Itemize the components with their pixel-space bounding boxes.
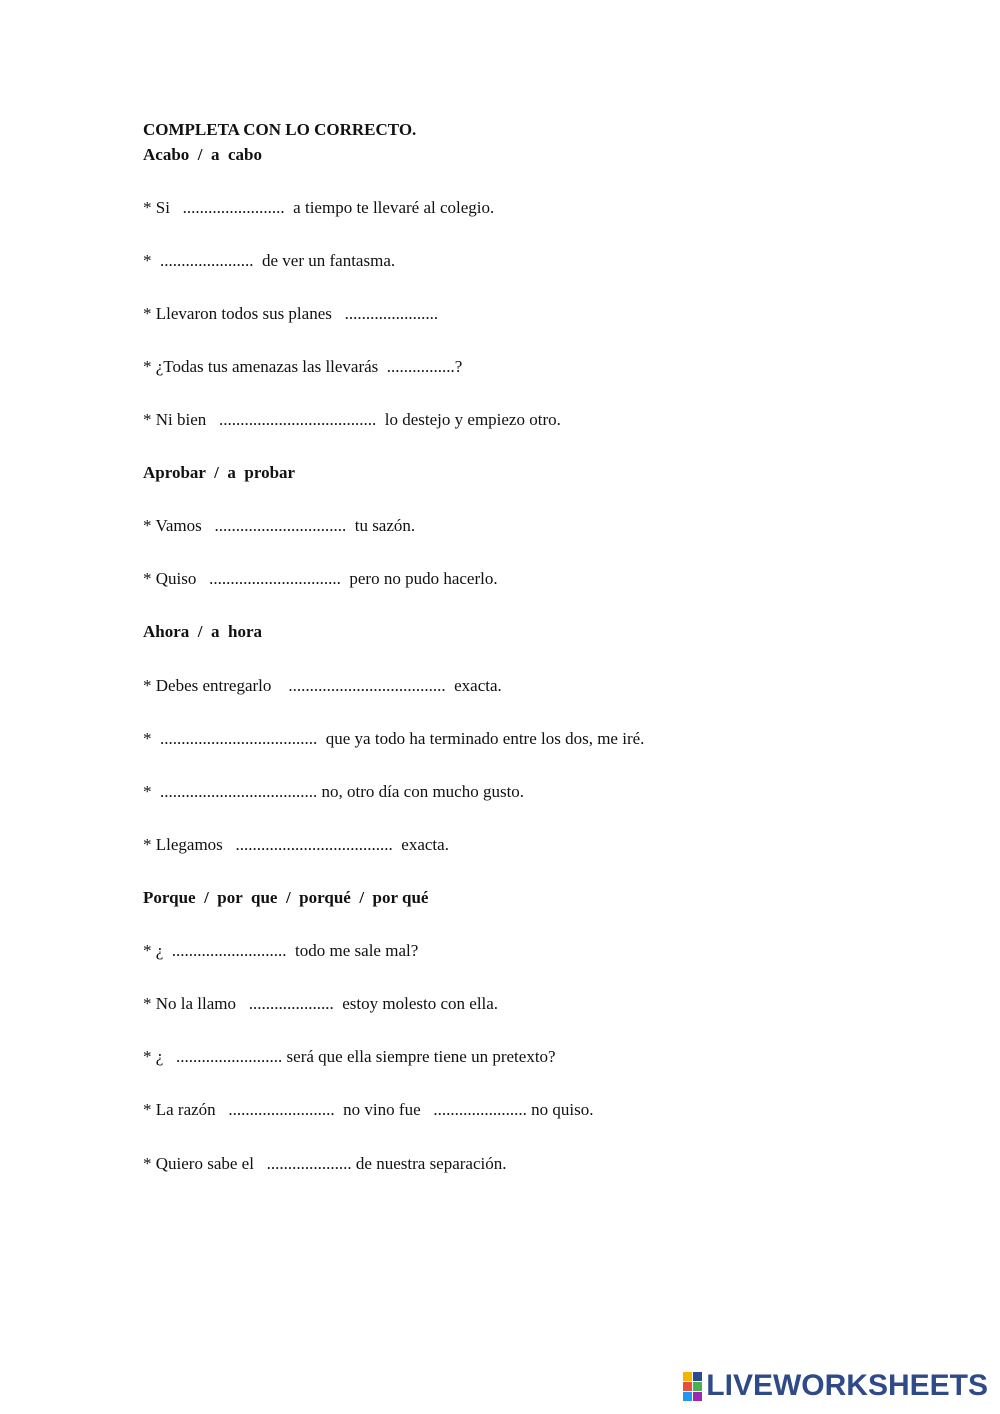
- section-heading: Acabo / a cabo: [143, 145, 262, 164]
- logo-wordmark: LIVEWORKSHEETS: [706, 1369, 988, 1402]
- logo-square: [683, 1392, 692, 1401]
- exercise-line: * ¿ ......................... será que ella siempre tiene un pretexto?: [143, 1047, 556, 1066]
- section-heading: Aprobar / a probar: [143, 463, 296, 482]
- logo-square: [693, 1382, 702, 1391]
- section-heading: Porque / por que / porqué / por qué: [143, 888, 429, 907]
- logo-square: [693, 1372, 702, 1381]
- exercise-line: * ¿ ........................... todo me sale mal?: [143, 941, 419, 960]
- section-heading: Ahora / a hora: [143, 622, 262, 641]
- exercise-line: * Si ........................ a tiempo te llevaré al colegio.: [143, 198, 495, 217]
- exercise-line: * Quiero sabe el .................... de nuestra separación.: [143, 1154, 507, 1173]
- exercise-line: * ..................................... que ya todo ha terminado entre los dos, me iré.: [143, 729, 645, 748]
- exercise-line: * No la llamo .................... estoy molesto con ella.: [143, 994, 499, 1013]
- exercise-line: * Ni bien ..................................... lo destejo y empiezo otro.: [143, 410, 561, 429]
- logo-square: [683, 1372, 692, 1381]
- worksheet-title: COMPLETA CON LO CORRECTO.: [143, 120, 417, 139]
- exercise-line: * ¿Todas tus amenazas las llevarás ................?: [143, 357, 463, 376]
- logo-square: [693, 1392, 702, 1401]
- exercise-line: * Debes entregarlo ..................................... exacta.: [143, 676, 502, 695]
- logo-square: [683, 1382, 692, 1391]
- exercise-line: * ..................................... no, otro día con mucho gusto.: [143, 782, 525, 801]
- exercise-line: * Quiso ............................... pero no pudo hacerlo.: [143, 569, 498, 588]
- liveworksheets-logo: [683, 1370, 988, 1402]
- exercise-line: * Llegamos ..................................... exacta.: [143, 835, 449, 854]
- exercise-line: * La razón ......................... no vino fue ...................... no quiso.: [143, 1100, 594, 1119]
- exercise-line: * Vamos ............................... tu sazón.: [143, 516, 416, 535]
- exercise-line: * Llevaron todos sus planes ......................: [143, 304, 439, 323]
- liveworksheets-logo-icon: [683, 1372, 702, 1401]
- exercise-line: * ...................... de ver un fantasma.: [143, 251, 396, 270]
